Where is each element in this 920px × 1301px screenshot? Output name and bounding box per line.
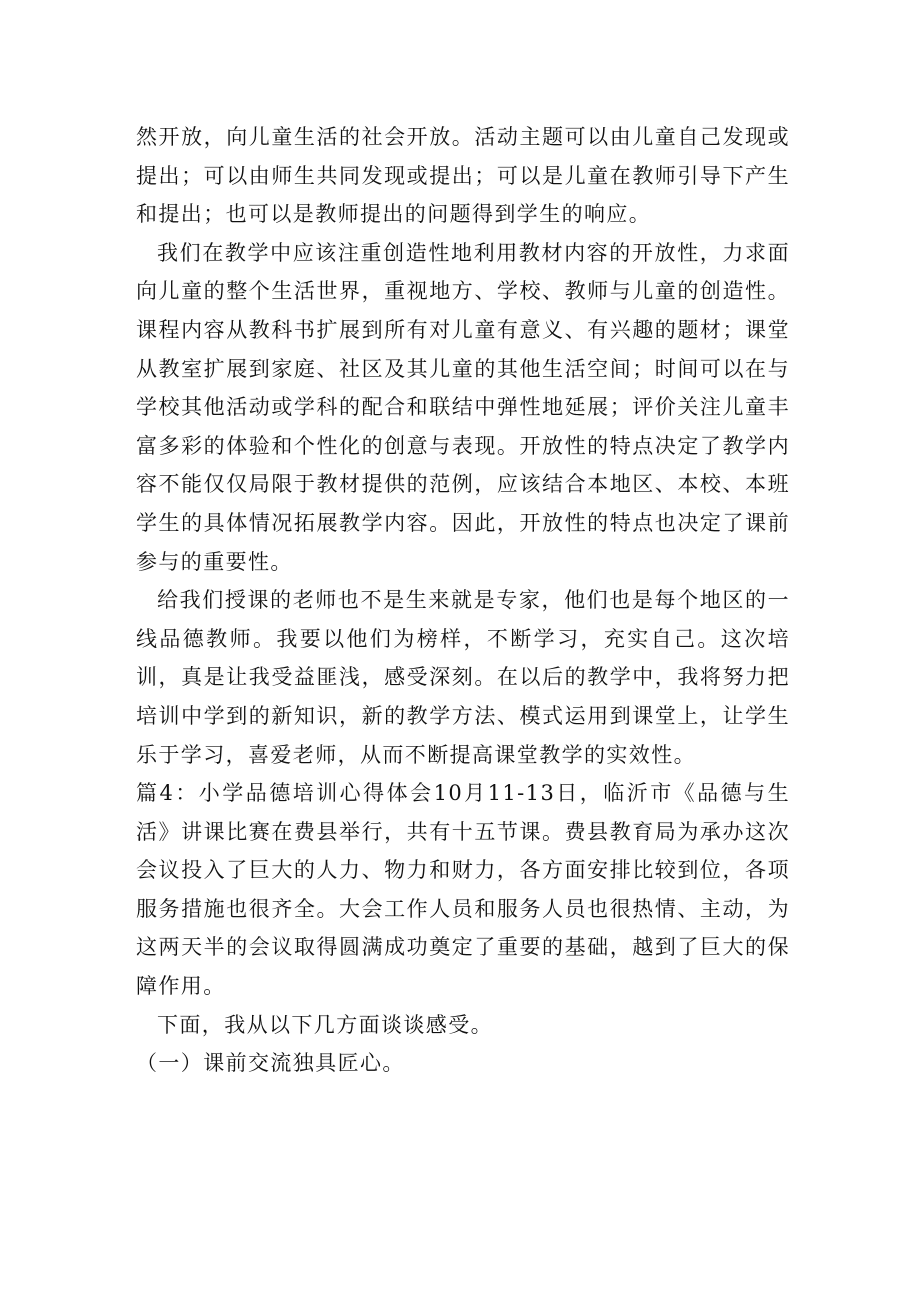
section-heading-1: （一）课前交流独具匠心。 (136, 1051, 405, 1076)
paragraph-article-4: 篇4：小学品德培训心得体会10月11-13日，临沂市《品德与生活》讲课比赛在费县举行，共有十五节课。费县教育局为承办这次会议投入了巨大的人力、物力和财力，各方面安排比较到位，各项服务措施也很齐全。大会工作人员和服务人员也很热情、主动，为这两天半的会议取得圆满成功奠定了重要的基础，越到了巨大的保障作用。 (136, 781, 790, 999)
paragraph-openness: 我们在教学中应该注重创造性地利用教材内容的开放性，力求面向儿童的整个生活世界，重视地方、学校、教师与儿童的创造性。课程内容从教科书扩展到所有对儿童有意义、有兴趣的题材；课堂从教室扩展到家庭、社区及其儿童的其他生活空间；时间可以在与学校其他活动或学科的配合和联结中弹性地延展；评价关注儿童丰富多彩的体验和个性化的创意与表现。开放性的特点决定了教学内容不能仅仅局限于教材提供的范例，应该结合本地区、本校、本班学生的具体情况拓展教学内容。因此，开放性的特点也决定了课前参与的重要性。 (136, 240, 790, 574)
paragraph-intro-feelings: 下面，我从以下几方面谈谈感受。 (157, 1012, 493, 1037)
paragraph-teachers: 给我们授课的老师也不是生来就是专家，他们也是每个地区的一线品德教师。我要以他们为榜样，不断学习，充实自己。这次培训，真是让我受益匪浅，感受深刻。在以后的教学中，我将努力把培训中学到的新知识，新的教学方法、模式运用到课堂上，让学生乐于学习，喜爱老师，从而不断提高课堂教学的实效性。 (136, 588, 790, 767)
document-body (136, 118, 790, 1083)
paragraph-continuation: 然开放，向儿童生活的社会开放。活动主题可以由儿童自己发现或提出；可以由师生共同发现或提出；可以是儿童在教师引导下产生和提出；也可以是教师提出的问题得到学生的响应。 (136, 125, 790, 227)
